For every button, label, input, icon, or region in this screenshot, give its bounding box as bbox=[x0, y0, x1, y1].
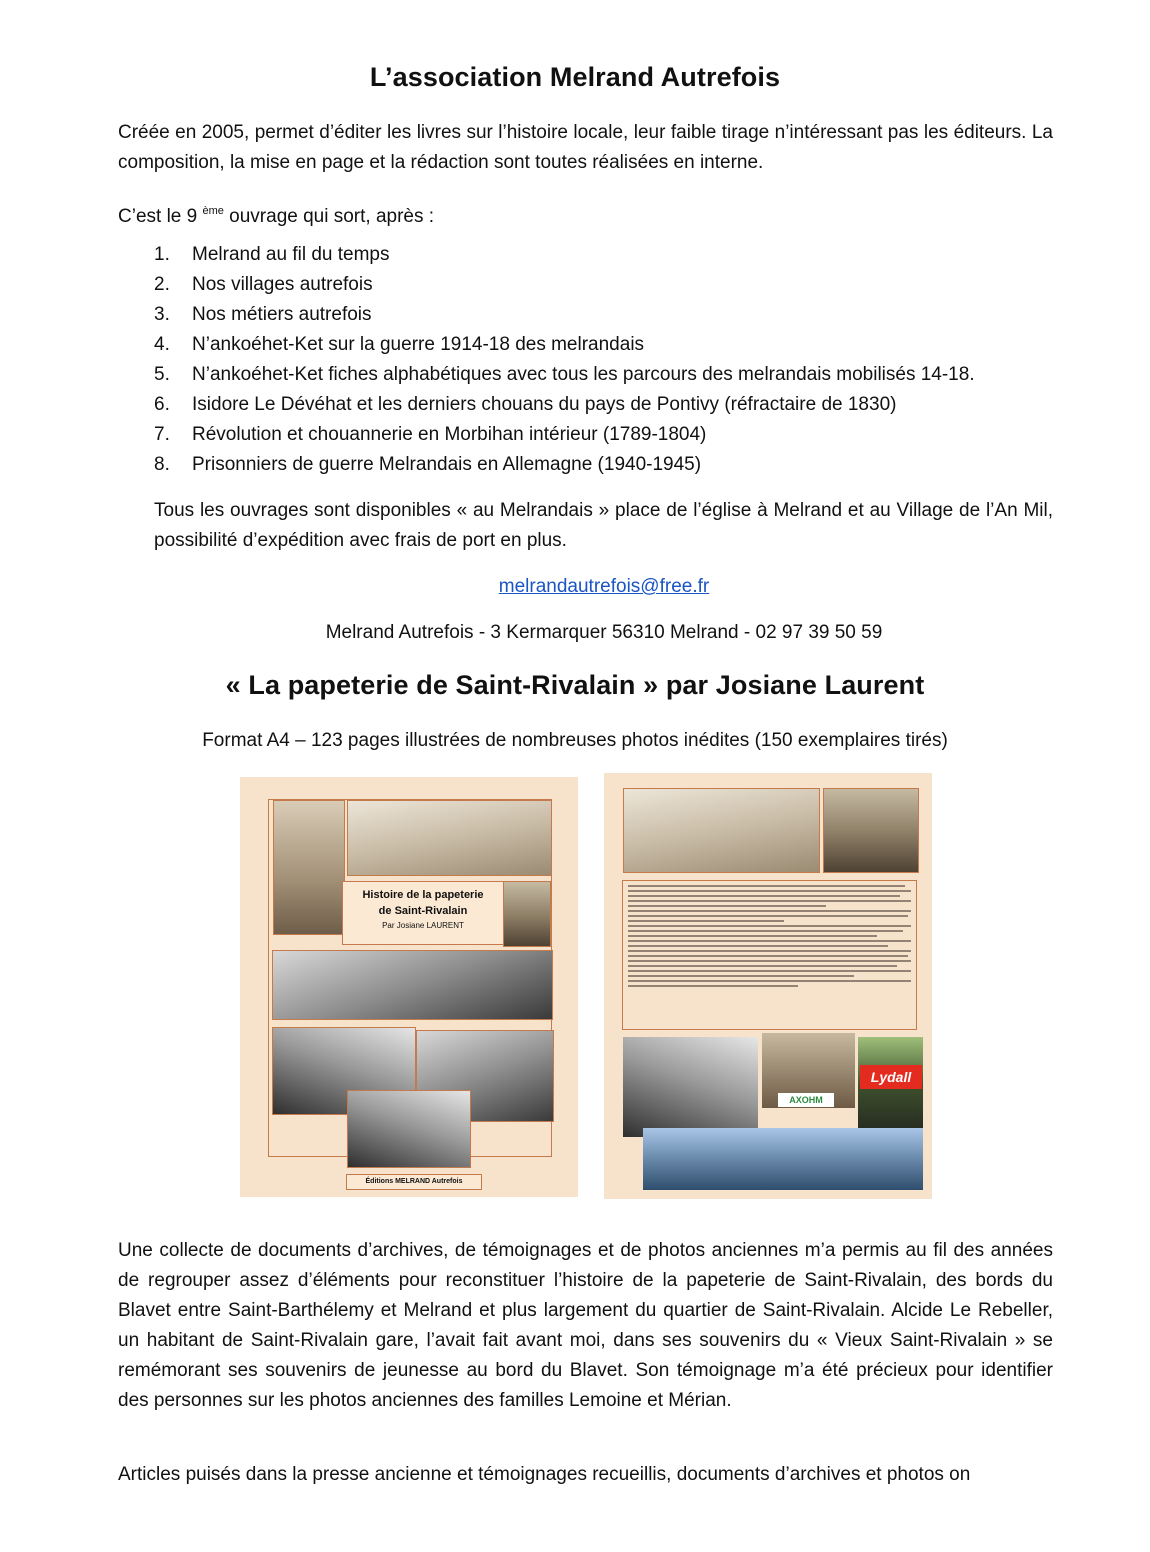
email-link[interactable]: melrandautrefois@free.fr bbox=[498, 576, 710, 597]
address-line: Melrand Autrefois - 3 Kermarquer 56310 Melrand - 02 97 39 50 59 bbox=[325, 622, 883, 643]
list-number: 2. bbox=[154, 274, 170, 295]
list-title: Prisonniers de guerre Melrandais en Allemagne (1940-1945) bbox=[192, 454, 702, 475]
ninth-after: ouvrage qui sort, après : bbox=[223, 206, 435, 227]
texon-sign-photo bbox=[623, 1037, 758, 1137]
factory-aerial-photo bbox=[643, 1128, 923, 1190]
cover-author: Par Josiane LAURENT bbox=[382, 921, 464, 930]
list-number: 3. bbox=[154, 304, 170, 325]
list-item bbox=[118, 240, 1068, 270]
availability-paragraph: Tous les ouvrages sont disponibles « au Melrandais » place de l’église à Melrand et au Village de l’An Mil, possibilité d’expédition avec frais de port en plus. bbox=[154, 500, 1053, 551]
list-item bbox=[118, 450, 1068, 480]
email-line bbox=[0, 576, 1150, 598]
list-number: 1. bbox=[154, 244, 170, 265]
list-number: 6. bbox=[154, 394, 170, 415]
history-paragraph: Une collecte de documents d’archives, de témoignages et de photos anciennes m’a permis au fil des années de regrouper assez d’éléments pour reconstituer l’histoire de la papeterie de Saint-Rivalain, des bords du Blavet entre Saint-Barthélemy et Melrand et plus largement du quartier de Saint-Rivalain. Alcide Le Rebeller, un habitant de Saint-Rivalain gare, l’avait fait avant moi, dans ses souvenirs du « Vieux Saint-Rivalain » se remémorant ses souvenirs de jeunesse au bord du Blavet. Son témoignage m’a été précieux pour identifier des personnes sur les photos anciennes des familles Lemoine et Mérian. bbox=[118, 1240, 1053, 1411]
format-line: Format A4 – 123 pages illustrées de nombreuses photos inédites (150 exemplaires tirés) bbox=[202, 730, 948, 751]
intro-paragraph: Créée en 2005, permet d’éditer les livres sur l’histoire locale, leur faible tirage n’intéressant pas les éditeurs. La composition, la mise en page et la rédaction sont toutes réalisées en interne. bbox=[118, 122, 1053, 173]
cover-title-box bbox=[342, 881, 504, 945]
list-item bbox=[118, 330, 1068, 360]
list-item bbox=[118, 390, 1068, 420]
list-title: Isidore Le Dévéhat et les derniers chouans du pays de Pontivy (réfractaire de 1830) bbox=[192, 394, 897, 415]
cover-title-line1: Histoire de la papeterie bbox=[362, 889, 484, 901]
list-title: Révolution et chouannerie en Morbihan intérieur (1789-1804) bbox=[192, 424, 707, 445]
list-item bbox=[118, 300, 1068, 330]
factory-sketch-photo bbox=[347, 800, 552, 876]
list-number: 7. bbox=[154, 424, 170, 445]
ninth-superscript: ème bbox=[202, 205, 224, 217]
ninth-book-line bbox=[118, 196, 1053, 232]
riverside-people-photo bbox=[823, 788, 919, 873]
list-title: Nos métiers autrefois bbox=[192, 304, 372, 325]
list-title: N’ankoéhet-Ket sur la guerre 1914-18 des melrandais bbox=[192, 334, 645, 355]
list-item bbox=[118, 270, 1068, 300]
old-car-photo bbox=[347, 1090, 471, 1168]
portrait-photo bbox=[273, 800, 345, 935]
cover-publisher: Éditions MELRAND Autrefois bbox=[346, 1174, 482, 1190]
list-number: 5. bbox=[154, 364, 170, 385]
list-number: 8. bbox=[154, 454, 170, 475]
list-number: 4. bbox=[154, 334, 170, 355]
lydall-logo: Lydall bbox=[860, 1065, 922, 1089]
heading-book: « La papeterie de Saint-Rivalain » par Josiane Laurent bbox=[225, 670, 925, 700]
list-item bbox=[118, 360, 1068, 390]
cover-title-line2: de Saint-Rivalain bbox=[378, 905, 468, 917]
back-cover-text bbox=[622, 880, 917, 1030]
man-portrait-photo bbox=[503, 881, 551, 947]
list-title: N’ankoéhet-Ket fiches alphabétiques avec tous les parcours des melrandais mobilisés 14-18. bbox=[192, 364, 975, 385]
book-list bbox=[118, 240, 1068, 480]
axohm-logo: AXOHM bbox=[778, 1093, 834, 1107]
list-title: Melrand au fil du temps bbox=[192, 244, 390, 265]
river-photo bbox=[272, 950, 553, 1020]
list-item bbox=[118, 420, 1068, 450]
heading-association: L’association Melrand Autrefois bbox=[369, 62, 781, 92]
ninth-before: C’est le 9 bbox=[118, 206, 198, 227]
articles-paragraph: Articles puisés dans la presse ancienne et témoignages recueillis, documents d’archives et photos on bbox=[118, 1464, 971, 1485]
mill-river-photo bbox=[623, 788, 820, 873]
list-title: Nos villages autrefois bbox=[192, 274, 373, 295]
